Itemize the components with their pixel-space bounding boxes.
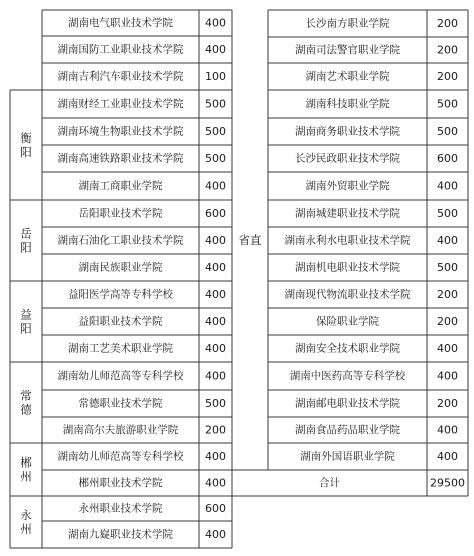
school-name: 永州职业技术学院: [78, 502, 163, 515]
school-name: 湖南现代物流职业技术学院: [284, 288, 411, 301]
school-name: 郴州职业技术学院: [78, 477, 163, 489]
enrollment-count: 200: [437, 315, 458, 328]
enrollment-count: 400: [205, 234, 226, 247]
enrollment-count: 200: [437, 17, 458, 30]
school-name: 湖南民族职业学院: [78, 261, 163, 274]
enrollment-count: 400: [205, 16, 226, 30]
school-name: 益阳职业技术学院: [78, 315, 163, 328]
enrollment-count: 400: [437, 369, 458, 383]
school-name: 湖南永利水电职业技术学院: [284, 234, 411, 247]
enrollment-count: 400: [205, 288, 226, 301]
region-label: 永州: [20, 508, 32, 536]
enrollment-count: 500: [205, 125, 226, 138]
enrollment-count: 200: [437, 43, 458, 57]
enrollment-count: 400: [205, 528, 226, 541]
enrollment-count: 400: [437, 450, 458, 463]
school-name: 湖南外贸职业学院: [305, 180, 390, 192]
enrollment-count: 500: [437, 207, 458, 220]
school-name: 湖南食品药品职业学院: [295, 424, 400, 436]
enrollment-count: 200: [205, 423, 226, 437]
enrollment-count: 400: [205, 315, 226, 328]
table-grid-lines: [10, 10, 468, 548]
enrollment-count: 400: [205, 43, 226, 56]
total-count: 29500: [430, 476, 465, 490]
school-name: 益阳医学高等专科学校: [68, 288, 173, 301]
school-name: 湖南商务职业技术学院: [295, 125, 400, 138]
school-name: 湖南高尔夫旅游职业学院: [62, 424, 179, 436]
enrollment-count: 400: [205, 450, 226, 463]
enrollment-count: 400: [205, 476, 226, 490]
school-name: 湖南环境生物职业技术学院: [57, 125, 184, 138]
enrollment-count: 400: [437, 234, 458, 247]
school-name: 湖南安全技术职业学院: [295, 342, 400, 355]
enrollment-count: 400: [205, 261, 226, 274]
school-name: 湖南幼儿师范高等专科学校: [57, 370, 184, 382]
school-name: 湖南电气职业技术学院: [68, 17, 173, 29]
enrollment-count: 200: [437, 288, 458, 301]
school-name: 湖南中医药高等专科学校: [289, 370, 406, 382]
school-name: 湖南吉利汽车职业技术学院: [57, 70, 184, 83]
enrollment-count: 500: [437, 125, 458, 138]
school-name: 保险职业学院: [316, 315, 379, 328]
school-name: 长沙民政职业技术学院: [295, 152, 400, 165]
enrollment-count: 500: [205, 97, 226, 111]
enrollment-count: 400: [205, 342, 226, 355]
enrollment-count: 500: [437, 261, 458, 274]
region-label: 郴州: [20, 455, 32, 484]
school-name: 湖南艺术职业学院: [305, 70, 390, 83]
school-name: 湖南财经工业职业技术学院: [57, 98, 184, 110]
school-name: 湖南高速铁路职业技术学院: [57, 152, 184, 165]
enrollment-count: 400: [205, 369, 226, 383]
enrollment-count: 500: [437, 97, 458, 111]
school-name: 岳阳职业技术学院: [78, 207, 163, 220]
enrollment-count: 200: [437, 70, 458, 83]
school-name: 湖南幼儿师范高等专科学校: [57, 450, 184, 463]
school-name: 湖南国防工业职业技术学院: [57, 43, 184, 56]
total-label: 合计: [319, 477, 340, 489]
school-name: 长沙南方职业学院: [305, 17, 390, 30]
enrollment-count: 500: [205, 152, 226, 165]
region-label: 益阳: [20, 307, 32, 336]
provincial-label: 省直: [238, 233, 262, 247]
school-name: 湖南石油化工职业技术学院: [57, 234, 184, 247]
school-name: 湖南工商职业学院: [78, 180, 163, 192]
school-name: 湖南机电职业技术学院: [295, 261, 400, 274]
enrollment-count: 400: [205, 179, 226, 193]
enrollment-count: 400: [437, 179, 458, 193]
school-name: 湖南外国语职业学院: [300, 450, 395, 463]
school-name: 湖南工艺美术职业学院: [68, 342, 173, 355]
enrollment-count: 600: [205, 502, 226, 515]
enrollment-count: 500: [205, 397, 226, 410]
school-name: 湖南邮电职业技术学院: [295, 397, 400, 410]
enrollment-count: 400: [437, 342, 458, 355]
enrollment-count: 600: [437, 152, 458, 165]
school-name: 湖南司法警官职业学院: [295, 44, 400, 56]
region-label: 衡阳: [20, 131, 32, 159]
school-name: 湖南城建职业技术学院: [295, 207, 400, 220]
region-label: 常德: [20, 388, 32, 417]
enrollment-count: 600: [205, 207, 226, 220]
school-name: 常德职业技术学院: [78, 397, 163, 410]
region-label: 岳阳: [20, 226, 32, 255]
enrollment-count: 400: [437, 423, 458, 437]
enrollment-count: 200: [437, 397, 458, 410]
enrollment-count: 100: [205, 70, 226, 83]
school-name: 湖南九嶷职业技术学院: [68, 528, 173, 541]
table-cells: [20, 16, 465, 541]
school-name: 湖南科技职业学院: [305, 98, 390, 110]
